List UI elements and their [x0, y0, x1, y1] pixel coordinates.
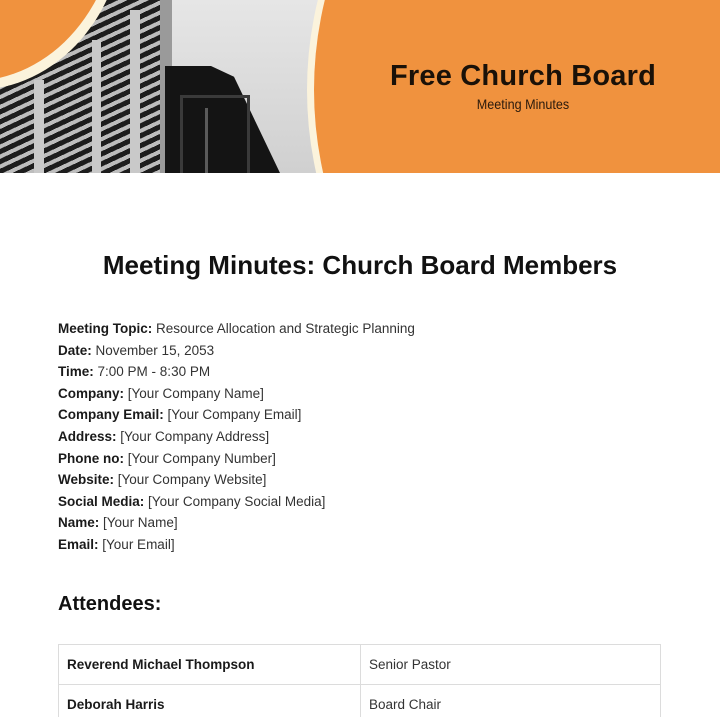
field-company: [58, 383, 415, 405]
field-value: November 15, 2053: [95, 342, 215, 358]
annex-frame: [205, 108, 260, 173]
field-label: Address:: [58, 428, 117, 444]
field-value: [Your Company Social Media]: [148, 493, 326, 509]
attendee-name: Reverend Michael Thompson: [59, 645, 361, 685]
field-meeting-topic: [58, 318, 415, 340]
field-label: Email:: [58, 536, 99, 552]
field-time: [58, 361, 415, 383]
field-label: Date:: [58, 342, 92, 358]
field-label: Company Email:: [58, 407, 164, 423]
attendees-heading: Attendees:: [58, 593, 162, 615]
field-label: Social Media:: [58, 493, 145, 509]
field-value: [Your Company Website]: [117, 472, 267, 488]
attendees-table: [58, 644, 661, 717]
table-row: [59, 645, 661, 685]
field-value: 7:00 PM - 8:30 PM: [97, 364, 211, 380]
field-website: [58, 469, 415, 491]
field-value: [Your Company Number]: [127, 450, 276, 466]
field-label: Meeting Topic:: [58, 321, 153, 336]
field-phone: [58, 448, 415, 470]
header-banner: [0, 0, 720, 173]
attendee-role: Senior Pastor: [361, 645, 661, 685]
field-social-media: [58, 491, 415, 513]
field-label: Website:: [58, 472, 115, 488]
document-title: Meeting Minutes: Church Board Members: [102, 250, 618, 280]
facade-fin: [34, 80, 44, 173]
field-value: [Your Email]: [102, 536, 175, 552]
header-title: Free Church Board: [389, 60, 657, 92]
field-value: [Your Company Name]: [127, 385, 264, 401]
table-row: [59, 685, 661, 717]
field-value: [Your Name]: [103, 515, 178, 531]
field-label: Company:: [58, 385, 125, 401]
attendee-name: Deborah Harris: [59, 685, 361, 717]
field-value: [Your Company Email]: [167, 407, 302, 423]
meeting-details: [58, 318, 415, 556]
field-label: Time:: [58, 364, 94, 380]
field-address: [58, 426, 415, 448]
field-name: [58, 512, 415, 534]
field-value: [Your Company Address]: [120, 428, 270, 444]
facade-fin: [92, 40, 101, 173]
field-email: [58, 534, 415, 556]
header-subtitle: Meeting Minutes: [476, 96, 570, 112]
facade-fin: [130, 10, 140, 173]
attendee-role: Board Chair: [361, 685, 661, 717]
field-label: Phone no:: [58, 450, 124, 466]
field-date: [58, 340, 415, 362]
header-text: [330, 58, 716, 113]
field-value: Resource Allocation and Strategic Planning: [156, 321, 415, 336]
field-company-email: [58, 404, 415, 426]
field-label: Name:: [58, 515, 100, 531]
